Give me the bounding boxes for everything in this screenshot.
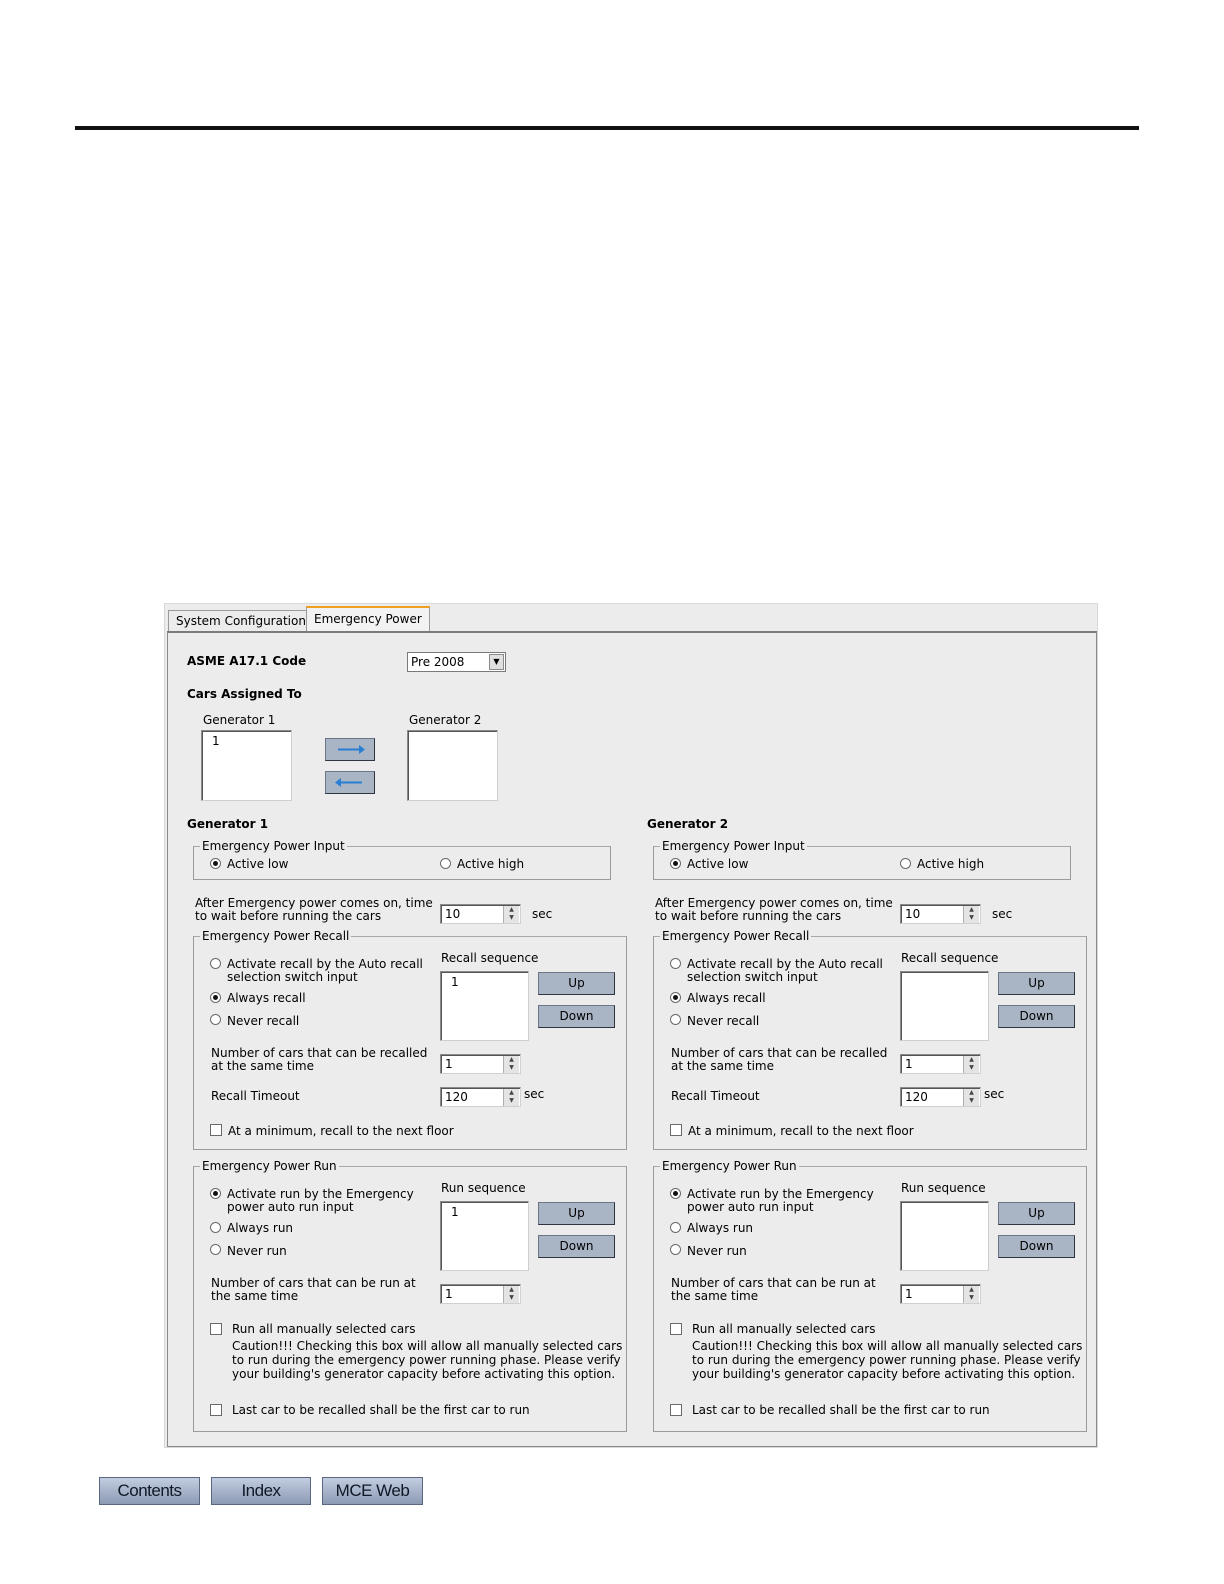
active-low-radio[interactable]	[210, 858, 221, 869]
recall-count-value: 1	[905, 1057, 913, 1071]
generator1-title: Generator 1	[187, 817, 269, 831]
generator2-recall-group	[653, 929, 1087, 1150]
recall-timeout-unit: sec	[524, 1087, 545, 1101]
recall-timeout-unit: sec	[984, 1087, 1005, 1101]
run-count-label-line2: the same time	[211, 1289, 299, 1303]
generator2-list-label: Generator 2	[409, 713, 482, 727]
run-manual-label: Run all manually selected cars	[232, 1322, 416, 1336]
generator2-run-group	[653, 1159, 1087, 1432]
group-legend: Emergency Power Recall	[662, 929, 810, 943]
generator1-input-group	[193, 839, 611, 880]
recall-count-value: 1	[445, 1057, 453, 1071]
run-count-spinner[interactable]	[440, 1284, 521, 1304]
recall-count-label-line2: at the same time	[671, 1059, 774, 1073]
wait-time-spinner[interactable]	[900, 904, 981, 924]
move-left-button[interactable]	[325, 771, 375, 794]
emergency-power-window	[164, 603, 1098, 1448]
run-count-label-line1: Number of cars that can be run at	[211, 1276, 416, 1290]
wait-time-value: 10	[445, 907, 461, 921]
run-manual-label: Run all manually selected cars	[692, 1322, 876, 1336]
caution-text-line3: your building's generator capacity before activating this option.	[232, 1367, 616, 1381]
active-high-radio[interactable]	[900, 858, 911, 869]
spinner-arrows-icon[interactable]: ▲ ▼	[963, 906, 979, 923]
arrow-left-icon	[326, 772, 374, 793]
always-run-label: Always run	[687, 1221, 754, 1235]
run-count-spinner[interactable]	[900, 1284, 981, 1304]
always-run-label: Always run	[227, 1221, 294, 1235]
run-down-button[interactable]: Down	[998, 1235, 1075, 1258]
list-item[interactable]: 1	[212, 734, 220, 748]
recall-timeout-value: 120	[445, 1090, 468, 1104]
active-low-radio[interactable]	[670, 858, 681, 869]
header-rule	[75, 126, 1139, 130]
spinner-arrows-icon[interactable]: ▲ ▼	[503, 1286, 519, 1303]
spinner-arrows-icon[interactable]: ▲ ▼	[963, 1089, 979, 1106]
recall-sequence-list[interactable]	[900, 971, 989, 1041]
tab-panel	[167, 631, 1097, 1447]
spinner-arrows-icon[interactable]: ▲ ▼	[503, 906, 519, 923]
always-recall-label: Always recall	[687, 991, 766, 1005]
mce-web-button[interactable]: MCE Web	[322, 1477, 423, 1505]
recall-timeout-value: 120	[905, 1090, 928, 1104]
recall-count-label-line1: Number of cars that can be recalled	[671, 1046, 888, 1060]
run-sequence-list[interactable]	[440, 1201, 529, 1271]
never-run-radio[interactable]	[210, 1244, 221, 1255]
active-high-radio[interactable]	[440, 858, 451, 869]
asme-code-label: ASME A17.1 Code	[187, 654, 307, 668]
recall-auto-label-line1: Activate recall by the Auto recall	[227, 957, 423, 971]
never-recall-label: Never recall	[227, 1014, 300, 1028]
min-recall-checkbox[interactable]	[210, 1124, 222, 1136]
never-recall-radio[interactable]	[210, 1014, 221, 1025]
tab-system-configuration[interactable]: System Configuration	[168, 610, 314, 631]
wait-label-line1: After Emergency power comes on, time	[655, 896, 893, 910]
recall-sequence-label: Recall sequence	[901, 951, 999, 965]
wait-time-spinner[interactable]	[440, 904, 521, 924]
always-recall-radio[interactable]	[210, 992, 221, 1003]
run-count-value: 1	[445, 1287, 453, 1301]
asme-code-select[interactable]	[407, 652, 506, 672]
run-sequence-label: Run sequence	[901, 1181, 986, 1195]
group-legend: Emergency Power Recall	[202, 929, 350, 943]
asme-code-value: Pre 2008	[411, 655, 465, 669]
run-auto-label-line1: Activate run by the Emergency	[227, 1187, 414, 1201]
generator2-input-group	[653, 839, 1071, 880]
caution-text-line1: Caution!!! Checking this box will allow all manually selected cars	[232, 1339, 623, 1353]
recall-auto-label-line2: selection switch input	[687, 970, 818, 984]
run-auto-label-line2: power auto run input	[227, 1200, 354, 1214]
recall-count-label-line2: at the same time	[211, 1059, 314, 1073]
always-run-radio[interactable]	[670, 1222, 681, 1233]
generator1-run-group	[193, 1159, 627, 1432]
spinner-arrows-icon[interactable]: ▲ ▼	[503, 1056, 519, 1073]
run-up-button[interactable]: Up	[538, 1202, 615, 1225]
generator1-section	[187, 813, 632, 1433]
spinner-arrows-icon[interactable]: ▲ ▼	[503, 1089, 519, 1106]
group-legend: Emergency Power Run	[202, 1159, 337, 1173]
spinner-arrows-icon[interactable]: ▲ ▼	[963, 1286, 979, 1303]
spinner-arrows-icon[interactable]: ▲ ▼	[963, 1056, 979, 1073]
recall-up-button[interactable]: Up	[998, 972, 1075, 995]
recall-count-spinner[interactable]	[900, 1054, 981, 1074]
recall-down-button[interactable]: Down	[998, 1005, 1075, 1028]
chevron-down-icon[interactable]: ▼	[489, 654, 504, 670]
recall-down-button[interactable]: Down	[538, 1005, 615, 1028]
recall-count-spinner[interactable]	[440, 1054, 521, 1074]
recall-auto-label-line1: Activate recall by the Auto recall	[687, 957, 883, 971]
never-run-label: Never run	[227, 1244, 287, 1258]
wait-label-line2: to wait before running the cars	[655, 909, 842, 923]
never-run-radio[interactable]	[670, 1244, 681, 1255]
recall-auto-label-line2: selection switch input	[227, 970, 358, 984]
wait-unit: sec	[532, 907, 553, 921]
generator1-recall-group	[193, 929, 627, 1150]
run-count-label-line1: Number of cars that can be run at	[671, 1276, 876, 1290]
recall-timeout-label: Recall Timeout	[671, 1089, 760, 1103]
run-sequence-list[interactable]	[900, 1201, 989, 1271]
generator2-section	[647, 813, 1092, 1433]
active-low-label: Active low	[687, 857, 749, 871]
recall-timeout-label: Recall Timeout	[211, 1089, 300, 1103]
run-auto-radio[interactable]	[670, 1188, 681, 1199]
last-first-label: Last car to be recalled shall be the first car to run	[692, 1403, 990, 1417]
list-item[interactable]: 1	[451, 1205, 459, 1219]
generator1-cars-list[interactable]	[201, 730, 292, 801]
wait-label-line2: to wait before running the cars	[195, 909, 382, 923]
generator2-title: Generator 2	[647, 817, 729, 831]
list-item[interactable]: 1	[451, 975, 459, 989]
generator2-cars-list[interactable]	[407, 730, 498, 801]
run-auto-radio[interactable]	[210, 1188, 221, 1199]
active-low-label: Active low	[227, 857, 289, 871]
run-auto-label-line1: Activate run by the Emergency	[687, 1187, 874, 1201]
never-recall-label: Never recall	[687, 1014, 760, 1028]
recall-auto-radio[interactable]	[670, 958, 681, 969]
group-legend: Emergency Power Input	[202, 839, 345, 853]
recall-timeout-spinner[interactable]	[440, 1087, 521, 1107]
wait-unit: sec	[992, 907, 1013, 921]
always-recall-radio[interactable]	[670, 992, 681, 1003]
index-button[interactable]: Index	[211, 1477, 311, 1505]
recall-count-label-line1: Number of cars that can be recalled	[211, 1046, 428, 1060]
recall-sequence-label: Recall sequence	[441, 951, 539, 965]
last-first-checkbox[interactable]	[670, 1404, 682, 1416]
run-manual-checkbox[interactable]	[670, 1323, 682, 1335]
caution-text-line3: your building's generator capacity before activating this option.	[692, 1367, 1076, 1381]
recall-auto-radio[interactable]	[210, 958, 221, 969]
always-recall-label: Always recall	[227, 991, 306, 1005]
recall-up-button[interactable]: Up	[538, 972, 615, 995]
always-run-radio[interactable]	[210, 1222, 221, 1233]
caution-text-line2: to run during the emergency power running phase. Please verify	[692, 1353, 1081, 1367]
run-down-button[interactable]: Down	[538, 1235, 615, 1258]
active-high-label: Active high	[917, 857, 985, 871]
tab-emergency-power[interactable]: Emergency Power	[306, 606, 430, 632]
min-recall-label: At a minimum, recall to the next floor	[688, 1124, 914, 1138]
wait-time-value: 10	[905, 907, 921, 921]
never-recall-radio[interactable]	[670, 1014, 681, 1025]
move-right-button[interactable]	[325, 738, 375, 761]
arrow-right-icon	[326, 739, 374, 760]
last-first-label: Last car to be recalled shall be the first car to run	[232, 1403, 530, 1417]
active-high-label: Active high	[457, 857, 525, 871]
recall-sequence-list[interactable]	[440, 971, 529, 1041]
run-sequence-label: Run sequence	[441, 1181, 526, 1195]
run-count-value: 1	[905, 1287, 913, 1301]
group-legend: Emergency Power Input	[662, 839, 805, 853]
cars-assigned-heading: Cars Assigned To	[187, 687, 302, 701]
run-auto-label-line2: power auto run input	[687, 1200, 814, 1214]
recall-timeout-spinner[interactable]	[900, 1087, 981, 1107]
generator1-list-label: Generator 1	[203, 713, 276, 727]
never-run-label: Never run	[687, 1244, 747, 1258]
wait-label-line1: After Emergency power comes on, time	[195, 896, 433, 910]
min-recall-checkbox[interactable]	[670, 1124, 682, 1136]
last-first-checkbox[interactable]	[210, 1404, 222, 1416]
group-legend: Emergency Power Run	[662, 1159, 797, 1173]
caution-text-line2: to run during the emergency power running phase. Please verify	[232, 1353, 621, 1367]
run-count-label-line2: the same time	[671, 1289, 759, 1303]
run-manual-checkbox[interactable]	[210, 1323, 222, 1335]
caution-text-line1: Caution!!! Checking this box will allow all manually selected cars	[692, 1339, 1083, 1353]
min-recall-label: At a minimum, recall to the next floor	[228, 1124, 454, 1138]
contents-button[interactable]: Contents	[99, 1477, 200, 1505]
run-up-button[interactable]: Up	[998, 1202, 1075, 1225]
